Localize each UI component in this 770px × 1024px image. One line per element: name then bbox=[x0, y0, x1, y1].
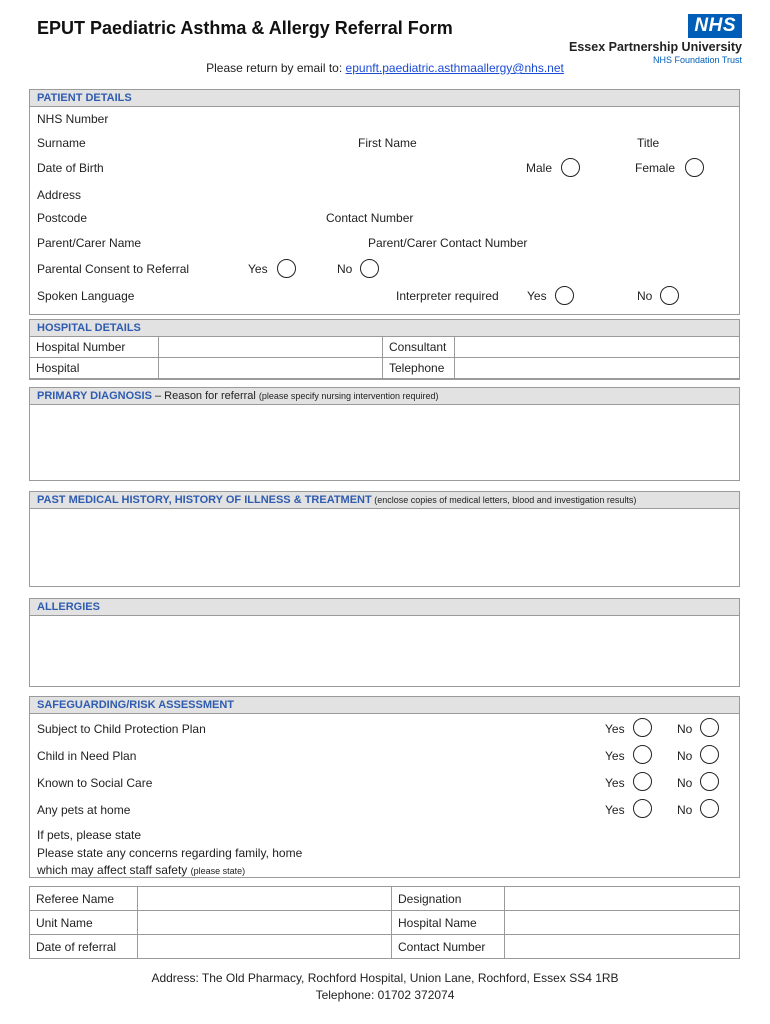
consultant-field[interactable] bbox=[455, 337, 740, 358]
safeguarding-row-label: Known to Social Care bbox=[37, 776, 153, 790]
consent-yes-label: Yes bbox=[248, 262, 268, 276]
hospital-number-field[interactable] bbox=[159, 337, 383, 358]
safeguarding-row-label: Child in Need Plan bbox=[37, 749, 137, 763]
referee-section bbox=[29, 886, 740, 960]
no-label: No bbox=[677, 749, 693, 763]
child-in-need-no-radio[interactable] bbox=[700, 745, 719, 764]
medical-history-field[interactable] bbox=[30, 509, 739, 587]
interpreter-no-label: No bbox=[637, 289, 653, 303]
safeguarding-row-label: Subject to Child Protection Plan bbox=[37, 722, 206, 736]
footer-address: Address: The Old Pharmacy, Rochford Hospital, Union Lane, Rochford, Essex SS4 1RB bbox=[151, 971, 619, 985]
referee-name-label: Referee Name bbox=[30, 887, 138, 911]
no-label: No bbox=[677, 803, 693, 817]
male-label: Male bbox=[526, 161, 553, 175]
pets-state-label: If pets, please state bbox=[37, 828, 142, 842]
interpreter-yes-label: Yes bbox=[527, 289, 547, 303]
safeguarding-section bbox=[29, 696, 740, 878]
social-care-yes-radio[interactable] bbox=[633, 772, 652, 791]
spoken-language-label: Spoken Language bbox=[37, 289, 135, 303]
carer-name-label: Parent/Carer Name bbox=[37, 236, 142, 250]
concerns-text: which may affect staff safety bbox=[37, 863, 188, 877]
telephone-field[interactable] bbox=[455, 358, 740, 379]
footer bbox=[0, 970, 770, 1004]
first-name-label: First Name bbox=[358, 136, 417, 150]
table-row bbox=[30, 337, 740, 358]
social-care-no-radio[interactable] bbox=[700, 772, 719, 791]
carer-contact-label: Parent/Carer Contact Number bbox=[368, 236, 528, 250]
primary-diagnosis-heading bbox=[30, 388, 739, 405]
pets-yes-radio[interactable] bbox=[633, 799, 652, 818]
table-row bbox=[30, 911, 740, 935]
address-label: Address bbox=[37, 188, 82, 202]
postcode-label: Postcode bbox=[37, 211, 88, 225]
child-protection-yes-radio[interactable] bbox=[633, 718, 652, 737]
male-radio[interactable] bbox=[561, 158, 580, 177]
diagnosis-note: (please specify nursing intervention required) bbox=[258, 391, 439, 401]
table-row bbox=[30, 935, 740, 959]
footer-telephone: Telephone: 01702 372074 bbox=[315, 988, 455, 1002]
referee-name-field[interactable] bbox=[138, 887, 392, 911]
female-label: Female bbox=[635, 161, 676, 175]
consent-label: Parental Consent to Referral bbox=[37, 262, 190, 276]
interpreter-no-radio[interactable] bbox=[660, 286, 679, 305]
yes-label: Yes bbox=[605, 749, 625, 763]
diagnosis-title: PRIMARY DIAGNOSIS bbox=[37, 390, 152, 402]
diagnosis-subtitle: – Reason for referral bbox=[151, 390, 259, 402]
form-title: EPUT Paediatric Asthma & Allergy Referral Form bbox=[37, 18, 453, 38]
hospital-name-label: Hospital Name bbox=[392, 911, 505, 935]
referee-contact-label: Contact Number bbox=[392, 935, 505, 959]
surname-label: Surname bbox=[37, 136, 86, 150]
referee-table bbox=[29, 886, 740, 959]
nhs-number-label: NHS Number bbox=[37, 112, 109, 126]
consent-yes-radio[interactable] bbox=[277, 259, 296, 278]
telephone-label: Telephone bbox=[383, 358, 455, 379]
designation-label: Designation bbox=[392, 887, 505, 911]
history-title: PAST MEDICAL HISTORY, HISTORY OF ILLNESS & TREATMENT bbox=[37, 494, 372, 506]
designation-field[interactable] bbox=[505, 887, 740, 911]
hospital-details-section bbox=[29, 319, 740, 380]
return-instructions bbox=[0, 61, 770, 75]
safeguarding-row-label: Any pets at home bbox=[37, 803, 131, 817]
interpreter-yes-radio[interactable] bbox=[555, 286, 574, 305]
return-prefix: Please return by email to: bbox=[206, 61, 343, 75]
yes-label: Yes bbox=[605, 776, 625, 790]
medical-history-section bbox=[29, 491, 740, 587]
no-label: No bbox=[677, 722, 693, 736]
consent-no-radio[interactable] bbox=[360, 259, 379, 278]
safeguarding-heading: SAFEGUARDING/RISK ASSESSMENT bbox=[30, 697, 739, 714]
hospital-field[interactable] bbox=[159, 358, 383, 379]
referee-contact-field[interactable] bbox=[505, 935, 740, 959]
return-email-link[interactable]: epunft.paediatric.asthmaallergy@nhs.net bbox=[345, 61, 564, 75]
consultant-label: Consultant bbox=[383, 337, 455, 358]
female-radio[interactable] bbox=[685, 158, 704, 177]
date-of-referral-field[interactable] bbox=[138, 935, 392, 959]
concerns-label-line1: Please state any concerns regarding family, home bbox=[37, 846, 303, 860]
hospital-details-table bbox=[29, 336, 740, 379]
interpreter-label: Interpreter required bbox=[396, 289, 499, 303]
child-protection-no-radio[interactable] bbox=[700, 718, 719, 737]
org-name: Essex Partnership University bbox=[569, 40, 742, 54]
patient-details-heading: PATIENT DETAILS bbox=[30, 90, 739, 107]
yes-label: Yes bbox=[605, 803, 625, 817]
nhs-logo bbox=[569, 14, 742, 65]
concerns-label-line2 bbox=[37, 863, 245, 877]
history-note: (enclose copies of medical letters, blood and investigation results) bbox=[371, 495, 637, 505]
contact-number-label: Contact Number bbox=[326, 211, 414, 225]
nhs-badge: NHS bbox=[688, 14, 742, 38]
org-subtitle: NHS Foundation Trust bbox=[652, 55, 742, 65]
allergies-section bbox=[29, 598, 740, 687]
dob-label: Date of Birth bbox=[37, 161, 104, 175]
date-of-referral-label: Date of referral bbox=[30, 935, 138, 959]
yes-label: Yes bbox=[605, 722, 625, 736]
child-in-need-yes-radio[interactable] bbox=[633, 745, 652, 764]
patient-details-section bbox=[29, 89, 740, 315]
medical-history-heading bbox=[30, 492, 739, 509]
primary-diagnosis-field[interactable] bbox=[30, 405, 739, 481]
table-row bbox=[30, 887, 740, 911]
unit-name-field[interactable] bbox=[138, 911, 392, 935]
hospital-label: Hospital bbox=[30, 358, 159, 379]
allergies-field[interactable] bbox=[30, 616, 739, 687]
hospital-number-label: Hospital Number bbox=[30, 337, 159, 358]
pets-no-radio[interactable] bbox=[700, 799, 719, 818]
allergies-heading: ALLERGIES bbox=[30, 599, 739, 616]
hospital-details-heading: HOSPITAL DETAILS bbox=[30, 320, 739, 337]
consent-no-label: No bbox=[337, 262, 353, 276]
concerns-note: (please state) bbox=[190, 866, 246, 876]
unit-name-label: Unit Name bbox=[30, 911, 138, 935]
title-label: Title bbox=[637, 136, 660, 150]
primary-diagnosis-section bbox=[29, 387, 740, 481]
table-row bbox=[30, 358, 740, 379]
no-label: No bbox=[677, 776, 693, 790]
hospital-name-field[interactable] bbox=[505, 911, 740, 935]
